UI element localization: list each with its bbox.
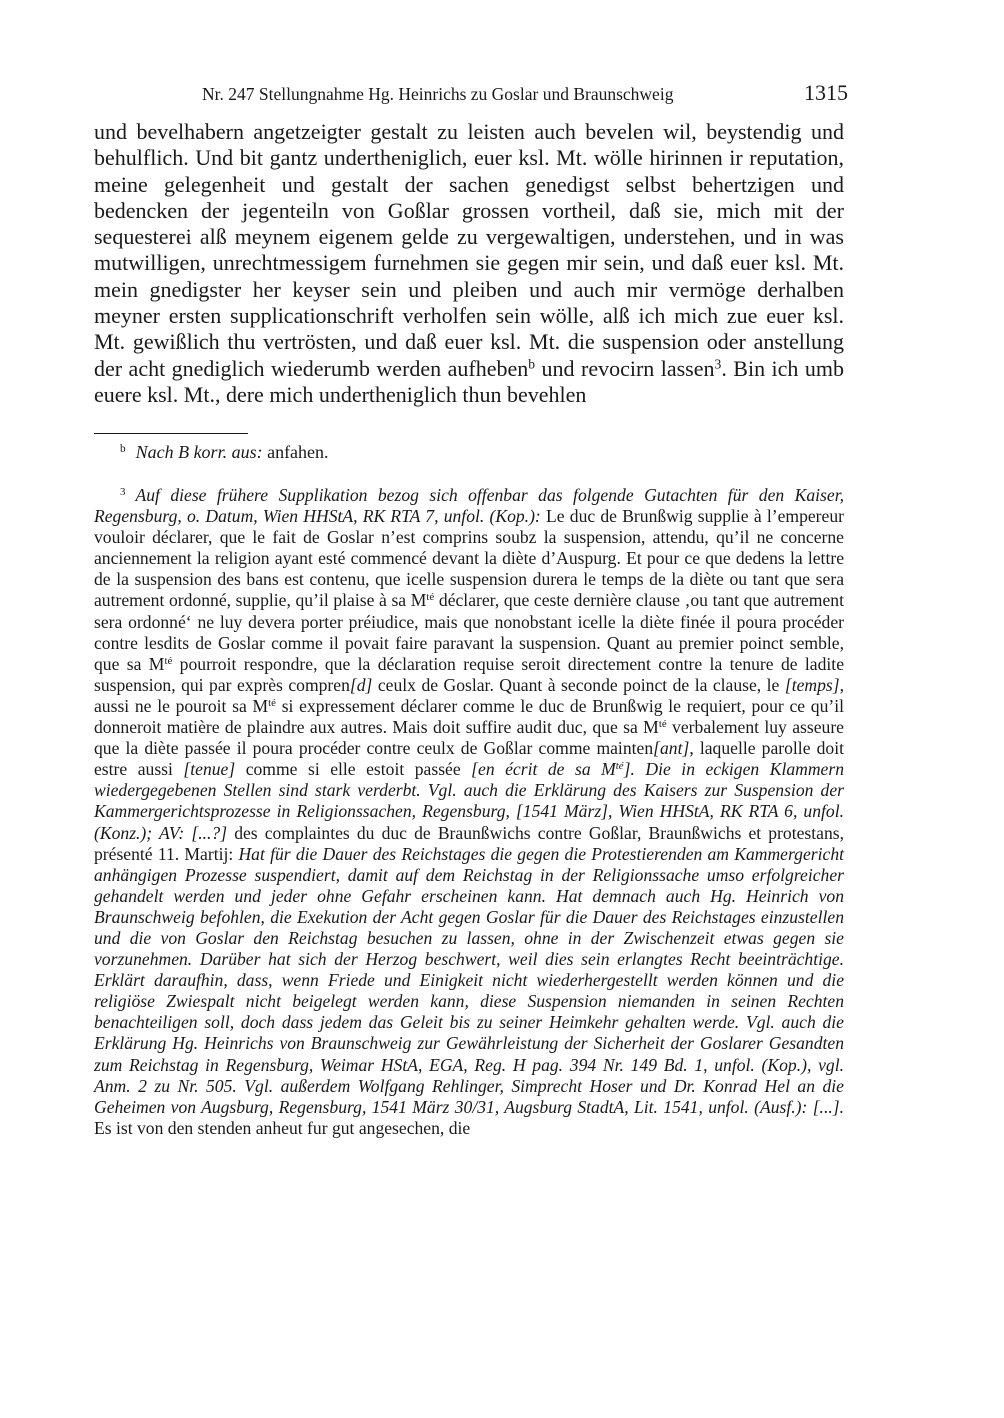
main-text-part: . Bin ich umb euere ksl. Mt., dere mich undertheniglich thun bevehlen xyxy=(94,355,844,407)
footnote-3-part: Auf diese frühere Supplikation bezog sich offenbar das folgende Gutachten für den Kaiser, Regensburg, o. Datum, Wien HHStA, RK RTA 7, unfol. (Kop.): xyxy=(94,485,844,527)
footnote-3-part: verbalement luy asseure que la diète passée il poura procéder contre ceulx de Goßlar comme mainten xyxy=(94,717,844,759)
footnote-3-sup: té xyxy=(268,696,276,709)
footnote-3-part: [temps] xyxy=(784,674,840,695)
main-text-part: und revocirn lassen xyxy=(535,355,715,381)
footnote-marker-3: 3 xyxy=(714,356,722,372)
footnote-3-part: pourroit respondre, que la déclaration requise seroit directement contre la tenure de ladite suspension, qui par exprès compren xyxy=(94,653,845,695)
footnote-b-marker-text: b xyxy=(120,442,126,455)
footnote-b xyxy=(94,440,844,464)
footnote-3-part: ceulx de Goslar. Quant à seconde poinct de la clause, le xyxy=(372,674,785,695)
footnote-3-part: [ant] xyxy=(653,738,690,759)
footnote-b-marker xyxy=(94,440,136,464)
footnote-3-part: si expressement déclarer comme le duc de Brunßwig le requiert, pour ce qu’il donneroit matière de plaindre aux autres. Mais doit suffire audit duc, que sa M xyxy=(94,695,844,738)
footnote-separator-rule xyxy=(94,433,248,434)
footnote-3-sup: té xyxy=(426,591,435,604)
page-number: 1315 xyxy=(804,80,848,105)
running-header-title: Nr. 247 Stellungnahme Hg. Heinrichs zu Goslar und Braunschweig xyxy=(202,84,674,104)
footnote-3-part: , aussi ne le pouroit sa M xyxy=(94,674,844,716)
footnote-3-marker-text: 3 xyxy=(120,486,126,498)
footnote-3 xyxy=(94,485,844,1139)
footnote-b-italic: Nach B korr. aus: xyxy=(135,442,263,462)
main-text-block xyxy=(94,119,844,408)
main-paragraph xyxy=(94,119,844,408)
footnote-3-part: [tenue] xyxy=(183,759,236,780)
footnote-3-part: Hat für die Dauer des Reichstages die gegen die Protestierenden am Kammergericht anhängigen Prozesse suspendiert, damit auf dem Reichstag in der Religionssache umso erfolgreicher gehandelt werden und jeder ohne Gefahr erscheinen kann. Hat demnach auch Hg. Heinrich von Braunschweig befohlen, die Exekution der Acht gegen Goslar für die Dauer des Reichstages einzustellen und die von Goslar den Reichstag besuchen zu lassen, ohne in der Zwischenzeit etwas gegen sie vorzunehmen. Darüber hat sich der Herzog beschwert, weil dies sein erlangtes Recht beeinträchtige. Erklärt daraufhin, dass, wenn Friede und Einigkeit nicht wiederhergestellt werden können und die religiöse Zwiespalt nicht beigelegt werden kann, diese Suspension niemanden in seinen Rechten benachteiligen soll, doch dass jedem das Geleit bis zu seiner Heimkehr gehalten werde. Vgl. auch die Erklärung Hg. Heinrichs von Braunschweig zur Gewährleistung der Sicherheit der Goslarer Gesandten zum Reichstag in Regensburg, Weimar HStA, EGA, Reg. H pag. 394 Nr. 149 Bd. 1, unfol. (Kop.), vgl. Anm. 2 zu Nr. 505. Vgl. außerdem Wolfgang Rehlinger, Simprecht Hoser und Dr. Konrad Hel an die Geheimen von Augsburg, Regensburg, 1541 März 30/31, Augsburg StadtA, Lit. 1541, unfol. (Ausf.): [...]. xyxy=(94,843,845,1117)
footnote-3-paragraph xyxy=(94,485,844,1139)
footnote-3-part: ]. Die in eckigen Klammern wiedergegebenen Stellen sind stark verderbt. Vgl. auch die Erklärung des Kaisers zur Suspension der Kammergerichtsprozesse in Religionssachen, Regensburg, [1541 März], Wien HHStA, RK RTA 6, unfol. (Konz.); AV: [...?] xyxy=(94,759,844,843)
footnote-3-part: [d] xyxy=(349,674,373,695)
footnote-3-part: déclarer, que ceste dernière clause ‚ou tant que autrement sera ordonné‘ ne luy devera porter préiudice, mais que nonobstant icelle la diète finée il poura procéder contre lesdits de Goslar comme il povait faire paravant la suspension. Quant au premier poinct semble, que sa M xyxy=(94,590,844,674)
footnote-3-part: Le duc de Brunßwig supplie à l’empereur vouloir déclarer, que le fait de Goslar n’est comprins soubz la suspension, attendu, qu’il ne concerne anciennement la religion ayant esté commencé devant la diète d’Auspurg. Et pour ce que dedens la lettre de la suspension des bans est contenu, que icelle suspension durera le temps de la diète ou tant que sera autrement ordonné, supplie, qu’il plaise à sa M xyxy=(94,506,845,611)
footnote-3-sup: té xyxy=(658,718,667,731)
footnote-3-part: des complaintes du duc de Braunßwichs contre Goßlar, Braunßwichs et protestans, présenté 11. Martij: xyxy=(94,822,844,864)
running-header xyxy=(150,80,848,108)
footnote-3-sup: té xyxy=(615,760,624,773)
footnote-b-text: anfahen. xyxy=(262,442,329,462)
main-text-part: und bevelhabern angetzeigter gestalt zu leisten auch bevelen wil, beystendig und behulflich. Und bit gantz undertheniglich, euer ksl. Mt. wölle hirinnen ir reputation, meine gelegenheit und gestalt der sachen genedigst selbst behertzigen und bedencken der jegenteiln von Goßlar grossen vortheil, daß sie, mich mit der sequesterei alß meynem eigenem gelde zu vergewaltigen, understehen, und in was mutwilligen, unrechtmessigem furnehmen sie gegen mir sein, und daß euer ksl. Mt. mein gnedigster her keyser sein und pleiben und auch mir vermöge derhalben meyner ersten supplicationschrift verholfen sein wölle, alß ich mich zue euer ksl. Mt. gewißlich thu vertrösten, und daß euer ksl. Mt. die suspension oder anstellung der acht gnediglich wiederumb werden aufheben xyxy=(94,119,844,381)
footnote-3-part: Es ist von den stenden anheut fur gut angesechen, die xyxy=(94,1117,471,1138)
footnote-3-part: [en écrit de sa M xyxy=(471,759,616,780)
footnote-3-sup: té xyxy=(164,654,173,667)
footnote-3-marker xyxy=(94,485,135,506)
footnote-marker-b: b xyxy=(528,356,536,372)
footnote-3-part: comme si elle estoit passée xyxy=(235,759,472,780)
footnote-3-part: , laquelle parolle doit estre aussi xyxy=(94,738,845,780)
